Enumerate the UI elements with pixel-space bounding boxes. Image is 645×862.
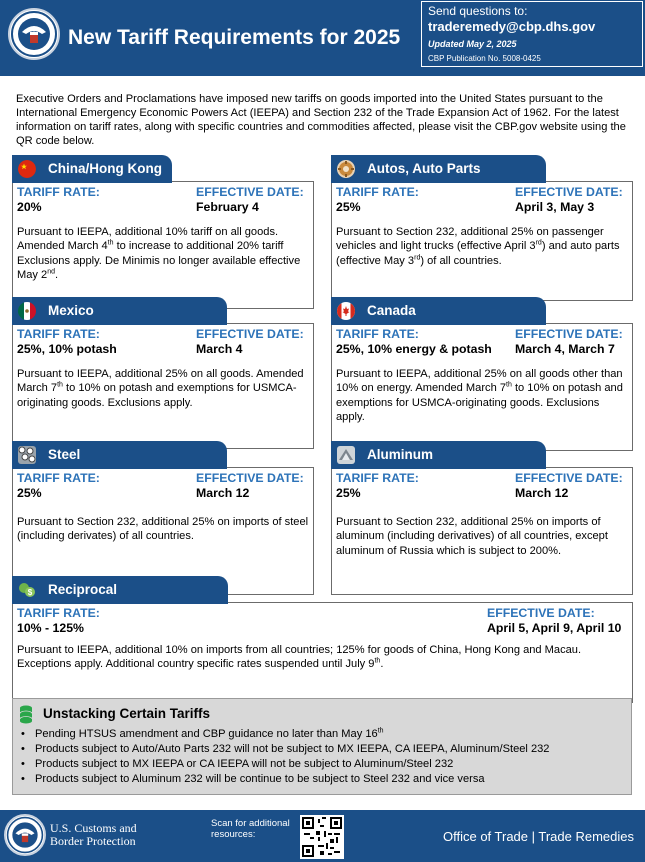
canada-flag-icon <box>337 302 355 320</box>
office-name: Office of Trade | Trade Remedies <box>442 829 634 844</box>
unstacking-box <box>12 698 632 795</box>
section-title: Reciprocal <box>48 582 118 597</box>
card-description: Pursuant to IEEPA, additional 10% tariff on all goods. Amended March 4th to increase to additional 20% tariff Exclusions apply. De Minimis no longer available effective May 2nd. <box>17 226 301 282</box>
card-description: Pursuant to Section 232, additional 25% on imports of steel (including derivates) of all countries. <box>17 516 309 543</box>
section-title: Mexico <box>48 303 94 318</box>
rate-value: 20% <box>17 200 42 214</box>
contact-box <box>421 1 643 67</box>
section-title: Autos, Auto Parts <box>367 161 481 176</box>
section-title: Steel <box>48 447 81 462</box>
card-autos <box>331 181 633 301</box>
rate-value: 25%, 10% energy & potash <box>336 342 492 356</box>
date-label: EFFECTIVE DATE: <box>515 185 623 199</box>
rate-label: TARIFF RATE: <box>17 327 100 341</box>
qr-code-icon[interactable] <box>300 815 344 859</box>
tab-canada <box>331 297 546 325</box>
rate-label: TARIFF RATE: <box>17 185 100 199</box>
date-value: March 12 <box>196 486 250 500</box>
agency-name: U.S. Customs and Border Protection <box>50 821 137 848</box>
tab-reciprocal <box>12 576 228 604</box>
card-description: Pursuant to IEEPA, additional 10% on imports from all countries; 125% for goods of China, Hong Kong and Macau. Exceptions apply. Additional country specific rates suspended until July 9th. <box>17 644 582 671</box>
section-title: China/Hong Kong <box>48 161 162 176</box>
intro-paragraph: Executive Orders and Proclamations have imposed new tariffs on goods imported into the United States pursuant to the International Emergency Economic Powers Act (IEEPA) and Section 232 of the Trade Expansion Act of 1962. For the latest information on tariff rates, along with specific countries and commodities affected, please visit the CBP.gov website using the QR code below. <box>16 93 626 147</box>
date-label: EFFECTIVE DATE: <box>487 606 595 620</box>
rate-label: TARIFF RATE: <box>17 606 100 620</box>
rate-label: TARIFF RATE: <box>17 471 100 485</box>
footer <box>0 810 645 862</box>
gear-icon <box>337 160 355 178</box>
date-label: EFFECTIVE DATE: <box>196 471 304 485</box>
tab-aluminum <box>331 441 546 469</box>
rate-value: 10% - 125% <box>17 621 84 635</box>
date-value: March 12 <box>515 486 569 500</box>
section-title: Aluminum <box>367 447 433 462</box>
date-label: EFFECTIVE DATE: <box>196 327 304 341</box>
cbp-seal-icon <box>4 814 46 856</box>
unstacking-list <box>21 727 549 787</box>
tab-autos <box>331 155 546 183</box>
header <box>0 0 645 76</box>
card-china <box>12 181 314 309</box>
svg-text:$: $ <box>27 588 33 597</box>
money-icon <box>18 581 36 599</box>
date-label: EFFECTIVE DATE: <box>515 327 623 341</box>
china-flag-icon <box>18 160 36 178</box>
section-title: Canada <box>367 303 416 318</box>
cbp-seal-icon <box>8 8 60 60</box>
date-value: March 4, March 7 <box>515 342 615 356</box>
rate-value: 25% <box>336 200 361 214</box>
card-aluminum <box>331 467 633 595</box>
mexico-flag-icon <box>18 302 36 320</box>
list-item: • Pending HTSUS amendment and CBP guidance no later than May 16th <box>21 727 549 742</box>
stack-icon <box>19 705 33 724</box>
unstacking-title: Unstacking Certain Tariffs <box>43 706 211 721</box>
card-mexico <box>12 323 314 449</box>
tab-mexico <box>12 297 227 325</box>
updated-date: Updated May 2, 2025 <box>428 39 517 49</box>
page-title: New Tariff Requirements for 2025 <box>68 26 401 49</box>
tab-steel <box>12 441 227 469</box>
scan-label: Scan for additional resources: <box>211 818 290 840</box>
tab-china <box>12 155 172 183</box>
date-label: EFFECTIVE DATE: <box>515 471 623 485</box>
card-description: Pursuant to IEEPA, additional 25% on all goods other than 10% on energy. Amended March 7th to 10% on potash and exemptions for USMCA-originating goods. Exclusions apply. <box>336 368 623 424</box>
card-description: Pursuant to IEEPA, additional 25% on all goods. Amended March 7th to 10% on potash and exemptions for USMCA-originating goods. Exclusions apply. <box>17 368 304 409</box>
rate-label: TARIFF RATE: <box>336 327 419 341</box>
aluminum-icon <box>337 446 355 464</box>
publication-number: CBP Publication No. 5008-0425 <box>428 54 541 63</box>
list-item: • Products subject to Aluminum 232 will be continue to be subject to Steel 232 and vice versa <box>21 772 549 787</box>
list-item: • Products subject to MX IEEPA or CA IEEPA will not be subject to Aluminum/Steel 232 <box>21 757 549 772</box>
rate-label: TARIFF RATE: <box>336 471 419 485</box>
contact-email-link[interactable]: traderemedy@cbp.dhs.gov <box>428 19 596 34</box>
card-description: Pursuant to Section 232, additional 25% on imports of aluminum (including derivatives) of all countries, except aluminum of Russia which is subject to 200%. <box>336 516 608 557</box>
rate-value: 25% <box>336 486 361 500</box>
card-description: Pursuant to Section 232, additional 25% on passenger vehicles and light trucks (effective April 3rd) and auto parts (effective May 3rd) of all countries. <box>336 226 620 267</box>
date-value: March 4 <box>196 342 243 356</box>
rate-value: 25%, 10% potash <box>17 342 117 356</box>
rate-label: TARIFF RATE: <box>336 185 419 199</box>
card-canada <box>331 323 633 451</box>
steel-icon <box>18 446 36 464</box>
rate-value: 25% <box>17 486 42 500</box>
list-item: • Products subject to Auto/Auto Parts 232 will not be subject to MX IEEPA, CA IEEPA, Aluminum/Steel 232 <box>21 742 549 757</box>
card-reciprocal <box>12 602 633 703</box>
date-value: February 4 <box>196 200 259 214</box>
contact-label: Send questions to: <box>428 4 528 18</box>
date-value: April 5, April 9, April 10 <box>487 621 622 635</box>
date-label: EFFECTIVE DATE: <box>196 185 304 199</box>
date-value: April 3, May 3 <box>515 200 595 214</box>
